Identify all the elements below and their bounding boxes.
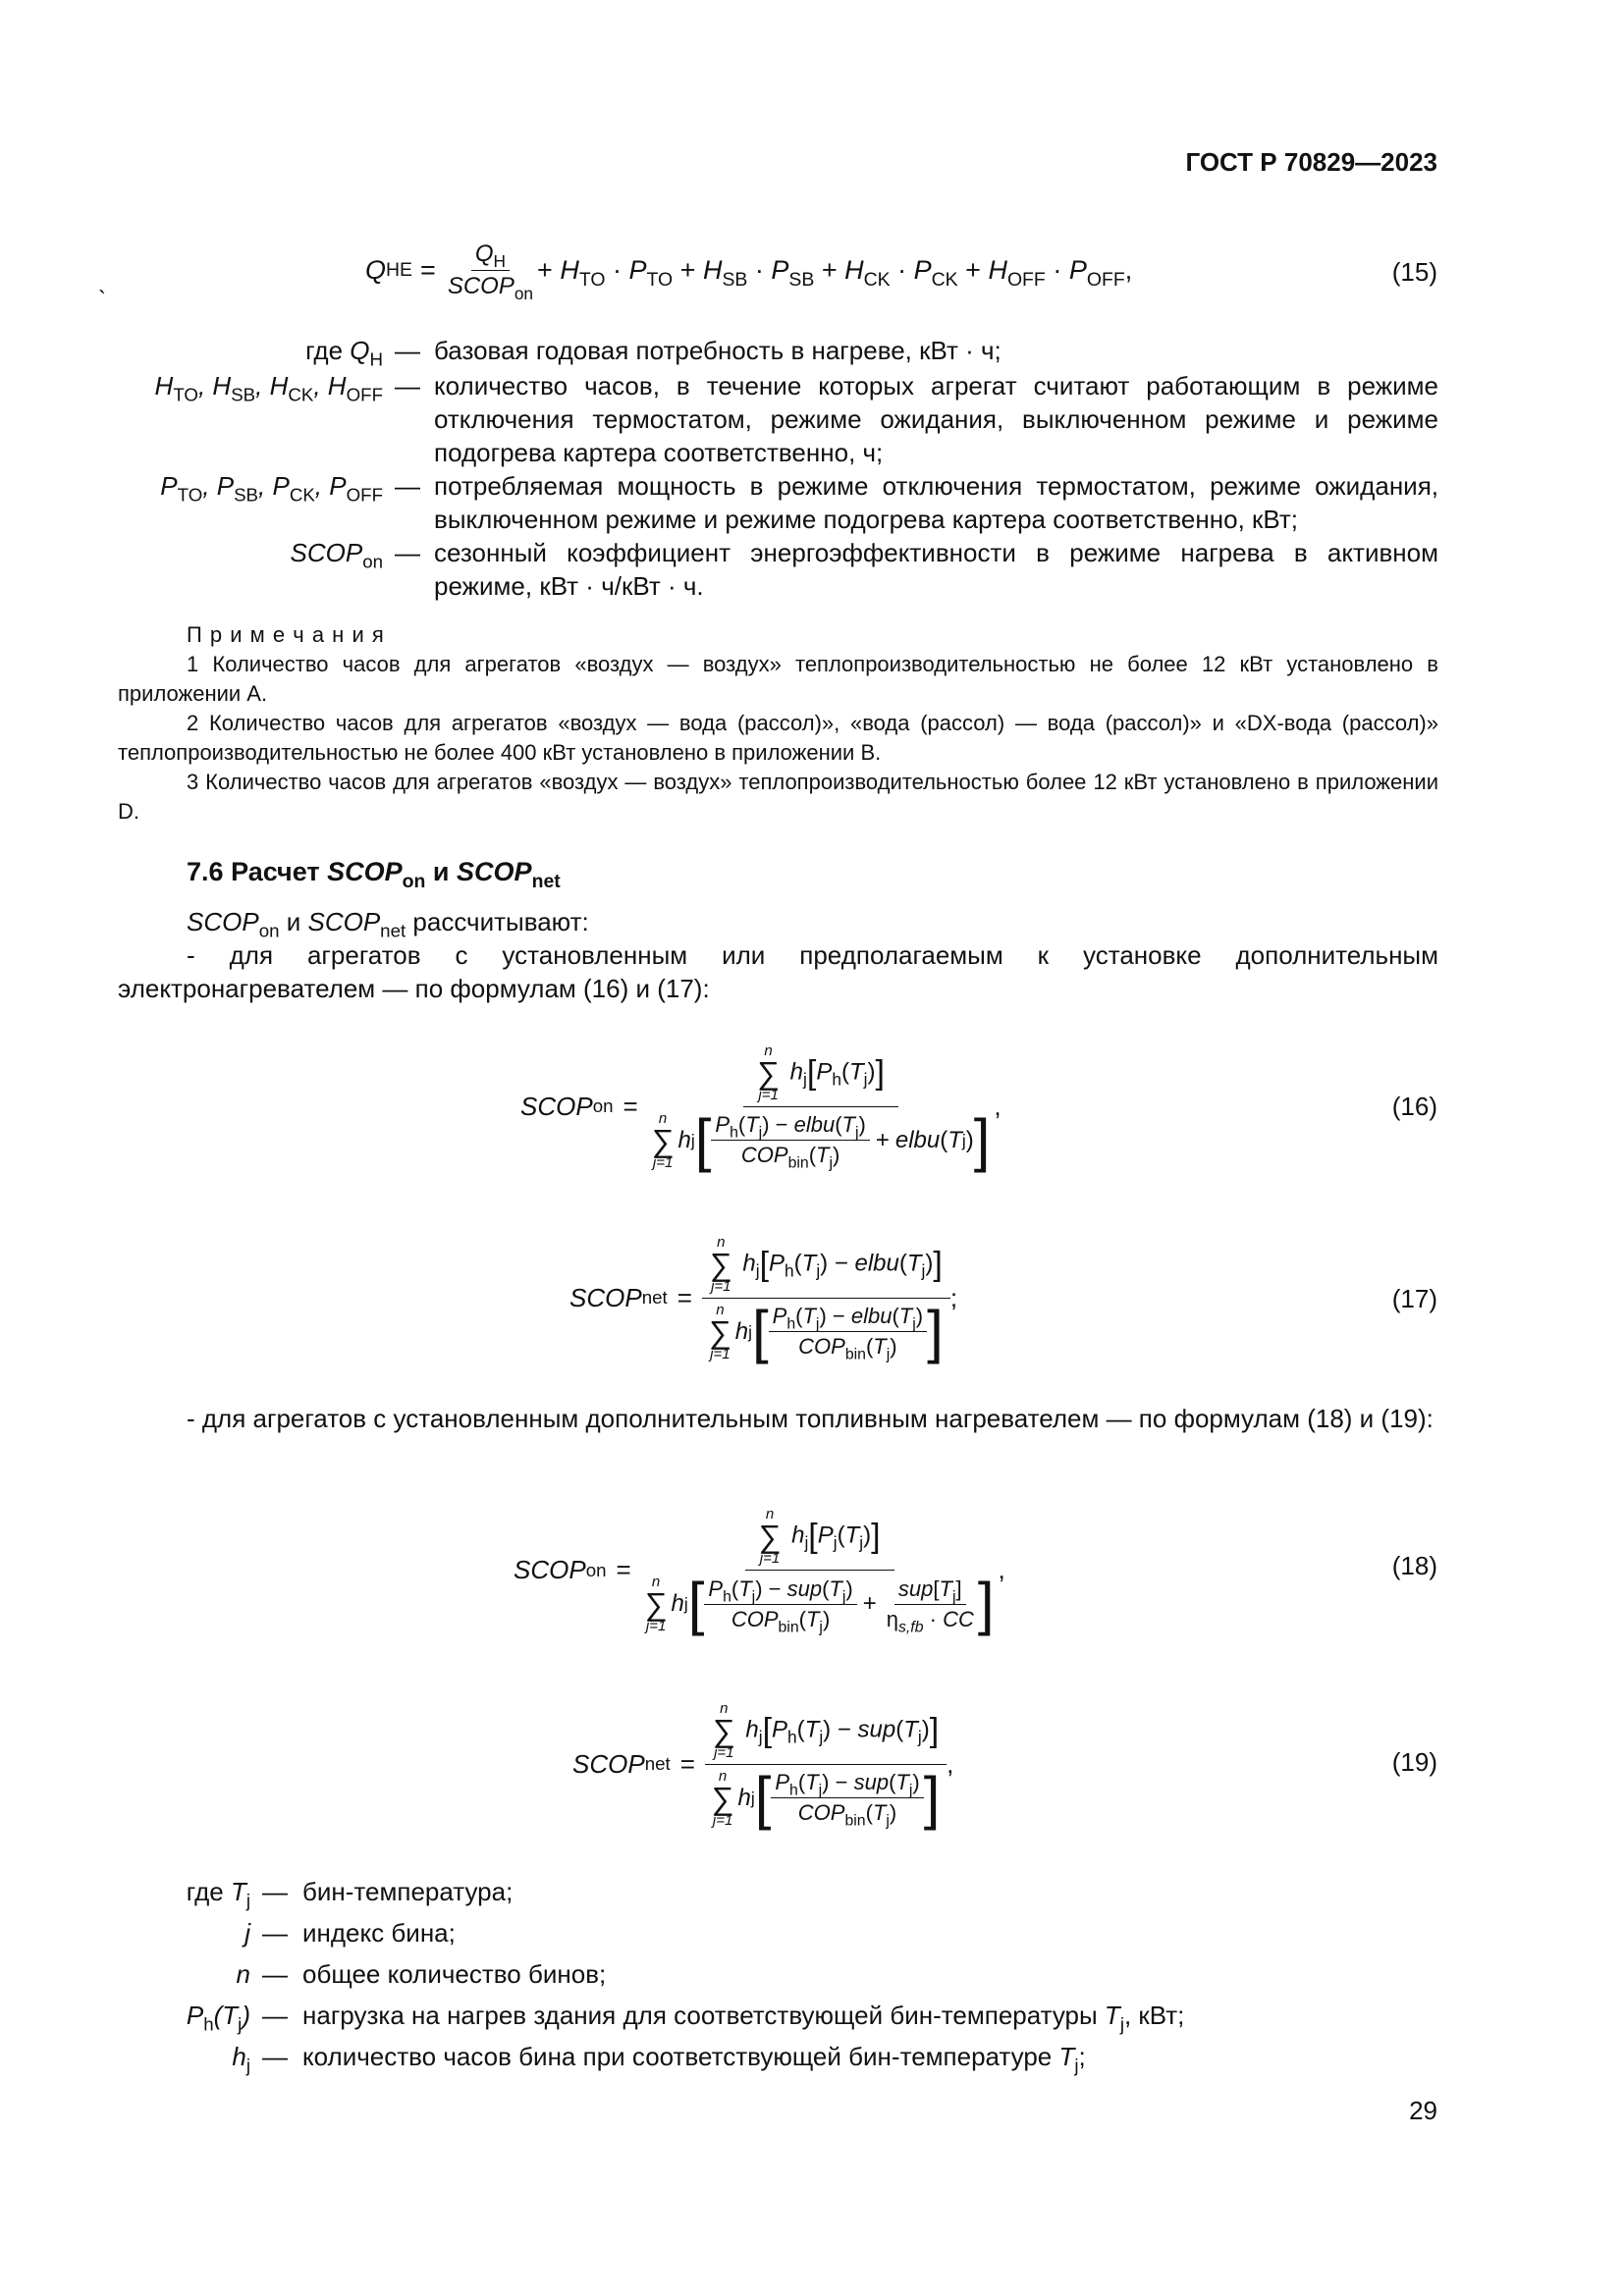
- definition-symbol: $SCOP_{on}$: [290, 538, 383, 572]
- equation-15-number: (15): [1391, 257, 1437, 287]
- definition-dash: —: [262, 2001, 288, 2030]
- equation-17: SCOP net = n ∑ j=1 $h_j[P_h(T_j)$ − $elbu(T_j)$] n ∑ j=1 h j [ $\frac{P_h(T_j) - elbu(T_j)}{COP_{bin}(T_j)}$ ] ;: [569, 1233, 958, 1364]
- equation-17-number: (17): [1391, 1284, 1437, 1313]
- definition-text: потребляемая мощность в режиме отключения термостатом, режиме ожидания, выключенном режиме и режиме подогрева картера соответственно, кВт;: [434, 471, 1438, 534]
- definition-text: нагрузка на нагрев здания для соответствующей бин-температуры $T_j$, кВт;: [302, 2001, 1185, 2035]
- stray-mark: `: [98, 287, 106, 313]
- note-2: 2 Количество часов для агрегатов «воздух — вода (рассол)», «вода (рассол) — вода (рассол)» и «DX-вода (рассол)» теплопроизводительностью не более 400 кВт установлено в приложении В.: [118, 711, 1438, 765]
- definition-symbol: где $T_j$: [186, 1877, 250, 1911]
- eq15-term: + $H_{OFF} \cdot P_{OFF}$: [957, 254, 1125, 291]
- notes-title: П р и м е ч а н и я: [187, 622, 385, 647]
- definition-text: количество часов, в течение которых агрегат считают работающим в режиме отключения термостатом, режиме ожидания, выключенном режиме и режиме подогрева картера соответственно, ч;: [434, 371, 1438, 467]
- equation-18: SCOP on = n ∑ j=1 $h_j[P_j(T_j)]$ n ∑ j=1 h j [ $\frac{P_h(T_j) - sup(T_j)}{COP_{bin}(T_j)}$ + $\frac{sup[T_j]}{\eta_{s,fb} \cdot CC}$ ] ,: [514, 1506, 1005, 1636]
- definition-dash: —: [395, 471, 420, 501]
- definition-dash: —: [395, 538, 420, 567]
- definition-symbol: n: [236, 1959, 250, 1989]
- equation-19-number: (19): [1391, 1747, 1437, 1777]
- equation-19: SCOP net = n ∑ j=1 $h_j[P_h(T_j) - sup(T_j)]$ n ∑ j=1 h j [ $\frac{P_h(T_j) - sup(T_j)}{COP_{bin}(T_j)}$ ] ,: [572, 1699, 954, 1831]
- definition-text: общее количество бинов;: [302, 1959, 607, 1989]
- definition-symbol: $h_j$: [232, 2042, 250, 2076]
- eq15-term: + $H_{CK} \cdot P_{CK}$: [814, 254, 958, 291]
- definition-text: сезонный коэффициент энергоэффективности в режиме нагрева в активном режиме, кВт · ч/кВт · ч.: [434, 538, 1438, 601]
- definition-symbol: $P_h(T_j)$: [186, 2001, 250, 2035]
- eq15-lhs: Q: [365, 254, 387, 285]
- eq15-term: + $H_{SB} \cdot P_{SB}$: [673, 254, 815, 291]
- paragraph-electric-heater: - для агрегатов с установленным или предполагаемым к установке дополнительным электронагревателем — по формулам (16) и (17):: [118, 940, 1438, 1003]
- page-number: 29: [1409, 2096, 1437, 2125]
- definition-dash: —: [395, 336, 420, 365]
- eq15-terms: [537, 254, 1125, 291]
- section-heading: 7.6 Расчет $SCOP_{on}$ и $SCOP_{net}$: [187, 857, 561, 892]
- equation-16: SCOP on = n ∑ j=1 $h_j[P_h(T_j)]$ n ∑ j=1 h j [ $\frac{P_h(T_j) - elbu(T_j)}{COP_{bin}(T_j)}$ + elbu ( T j ) ] ,: [520, 1041, 1001, 1173]
- definition-text: бин-температура;: [302, 1877, 514, 1906]
- equation-16-number: (16): [1391, 1092, 1437, 1121]
- definition-dash: —: [395, 371, 420, 400]
- note-1: 1 Количество часов для агрегатов «воздух — воздух» теплопроизводительностью не более 12 кВт установлено в приложении А.: [118, 652, 1438, 706]
- document-id-header: ГОСТ Р 70829—2023: [1185, 147, 1437, 177]
- definition-symbol: j: [244, 1918, 250, 1948]
- definition-dash: —: [262, 1877, 288, 1906]
- definition-text: базовая годовая потребность в нагреве, кВт · ч;: [434, 336, 1001, 365]
- eq15-fraction: $\frac{Q_H}{SCOP_{on}}$: [447, 240, 534, 303]
- definition-dash: —: [262, 1918, 288, 1948]
- definition-dash: —: [262, 2042, 288, 2071]
- note-3: 3 Количество часов для агрегатов «воздух — воздух» теплопроизводительностью более 12 кВт установлено в приложении D.: [118, 770, 1438, 824]
- definition-text: индекс бина;: [302, 1918, 456, 1948]
- eq15-term: + $H_{TO} \cdot P_{TO}$: [537, 254, 674, 291]
- definition-symbol: где $Q_H$: [305, 336, 383, 370]
- definition-symbol: $P_{TO}$, $P_{SB}$, $P_{CK}$, $P_{OFF}$: [160, 471, 383, 506]
- equation-18-number: (18): [1391, 1551, 1437, 1580]
- definition-text: количество часов бина при соответствующей бин-температуре $T_j$;: [302, 2042, 1086, 2076]
- definition-dash: —: [262, 1959, 288, 1989]
- paragraph-fuel-heater: - для агрегатов с установленным дополнительным топливным нагревателем — по формулам (18) и (19):: [187, 1404, 1434, 1433]
- definition-symbol: $H_{TO}$, $H_{SB}$, $H_{CK}$, $H_{OFF}$: [154, 371, 383, 405]
- paragraph-scop-intro: $SCOP_{on}$ и $SCOP_{net}$ рассчитывают:: [187, 907, 589, 941]
- equation-15: Q HE = $\frac{Q_H}{SCOP_{on}}$ + $H_{TO} \cdot P_{TO} + H_{SB} \cdot P_{SB} + H_{CK} \cdot P_{CK} + H_{OFF} \cdot P_{OFF}$ ,: [365, 240, 1133, 303]
